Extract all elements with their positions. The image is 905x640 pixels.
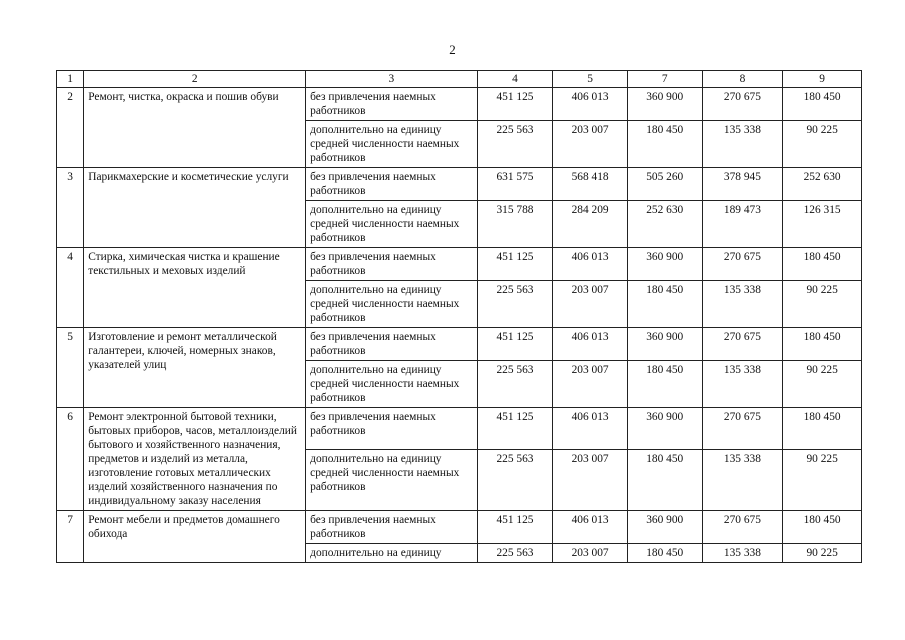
value-cell: 90 225	[783, 361, 862, 408]
value-cell: 225 563	[477, 121, 553, 168]
value-cell: 180 450	[783, 328, 862, 361]
value-cell: 180 450	[627, 544, 702, 563]
column-header: 7	[627, 71, 702, 88]
mode-label: дополнительно на единицу средней численности наемных работников	[306, 201, 477, 248]
column-header: 8	[702, 71, 783, 88]
value-cell: 180 450	[627, 361, 702, 408]
mode-label: дополнительно на единицу средней численности наемных работников	[306, 121, 477, 168]
value-cell: 180 450	[783, 511, 862, 544]
table-row	[57, 168, 862, 201]
row-number: 7	[57, 511, 84, 563]
value-cell: 225 563	[477, 450, 553, 511]
value-cell: 378 945	[702, 168, 783, 201]
mode-label: дополнительно на единицу средней численности наемных работников	[306, 281, 477, 328]
value-cell: 180 450	[783, 88, 862, 121]
table-row	[57, 328, 862, 361]
column-header: 3	[306, 71, 477, 88]
value-cell: 135 338	[702, 281, 783, 328]
page-number: 2	[449, 42, 456, 57]
value-cell: 180 450	[627, 281, 702, 328]
value-cell: 252 630	[783, 168, 862, 201]
value-cell: 180 450	[627, 450, 702, 511]
column-header: 9	[783, 71, 862, 88]
value-cell: 203 007	[553, 544, 628, 563]
value-cell: 451 125	[477, 88, 553, 121]
value-cell: 631 575	[477, 168, 553, 201]
mode-label: без привлечения наемных работников	[306, 408, 477, 450]
value-cell: 505 260	[627, 168, 702, 201]
tariff-table	[56, 70, 862, 563]
value-cell: 270 675	[702, 408, 783, 450]
value-cell: 284 209	[553, 201, 628, 248]
value-cell: 180 450	[627, 121, 702, 168]
row-number: 4	[57, 248, 84, 328]
value-cell: 189 473	[702, 201, 783, 248]
mode-label: без привлечения наемных работников	[306, 168, 477, 201]
value-cell: 406 013	[553, 408, 628, 450]
service-name: Стирка, химическая чистка и крашение текстильных и меховых изделий	[84, 248, 306, 328]
table-row	[57, 88, 862, 121]
row-number: 2	[57, 88, 84, 168]
value-cell: 360 900	[627, 511, 702, 544]
mode-label: дополнительно на единицу средней численности наемных работников	[306, 450, 477, 511]
service-name: Ремонт мебели и предметов домашнего обихода	[84, 511, 306, 563]
value-cell: 451 125	[477, 328, 553, 361]
value-cell: 126 315	[783, 201, 862, 248]
value-cell: 203 007	[553, 450, 628, 511]
table-row	[57, 408, 862, 450]
value-cell: 203 007	[553, 281, 628, 328]
value-cell: 203 007	[553, 361, 628, 408]
column-header: 4	[477, 71, 553, 88]
value-cell: 225 563	[477, 361, 553, 408]
row-number: 5	[57, 328, 84, 408]
value-cell: 315 788	[477, 201, 553, 248]
value-cell: 406 013	[553, 328, 628, 361]
column-number-row	[57, 71, 862, 88]
value-cell: 135 338	[702, 544, 783, 563]
value-cell: 451 125	[477, 408, 553, 450]
value-cell: 406 013	[553, 248, 628, 281]
value-cell: 135 338	[702, 121, 783, 168]
value-cell: 180 450	[783, 248, 862, 281]
value-cell: 360 900	[627, 328, 702, 361]
value-cell: 451 125	[477, 511, 553, 544]
column-header: 1	[57, 71, 84, 88]
table-row	[57, 511, 862, 544]
mode-label: дополнительно на единицу	[306, 544, 477, 563]
value-cell: 90 225	[783, 281, 862, 328]
value-cell: 252 630	[627, 201, 702, 248]
mode-label: без привлечения наемных работников	[306, 248, 477, 281]
service-name: Ремонт электронной бытовой техники, бытовых приборов, часов, металлоизделий бытового и хозяйственного назначения, предметов и изделий из металла, изготовление готовых металлических изделий хозяйственного назначения по индивидуальному заказу населения	[84, 408, 306, 511]
service-name: Ремонт, чистка, окраска и пошив обуви	[84, 88, 306, 168]
column-header: 5	[553, 71, 628, 88]
value-cell: 270 675	[702, 511, 783, 544]
value-cell: 451 125	[477, 248, 553, 281]
value-cell: 225 563	[477, 281, 553, 328]
row-number: 3	[57, 168, 84, 248]
mode-label: дополнительно на единицу средней численности наемных работников	[306, 361, 477, 408]
value-cell: 225 563	[477, 544, 553, 563]
value-cell: 270 675	[702, 328, 783, 361]
value-cell: 135 338	[702, 450, 783, 511]
value-cell: 406 013	[553, 88, 628, 121]
value-cell: 180 450	[783, 408, 862, 450]
value-cell: 360 900	[627, 248, 702, 281]
value-cell: 90 225	[783, 544, 862, 563]
table-body	[57, 88, 862, 563]
table-row	[57, 248, 862, 281]
service-name: Парикмахерские и косметические услуги	[84, 168, 306, 248]
value-cell: 270 675	[702, 88, 783, 121]
value-cell: 360 900	[627, 88, 702, 121]
row-number: 6	[57, 408, 84, 511]
value-cell: 90 225	[783, 121, 862, 168]
value-cell: 568 418	[553, 168, 628, 201]
column-header: 2	[84, 71, 306, 88]
value-cell: 406 013	[553, 511, 628, 544]
value-cell: 360 900	[627, 408, 702, 450]
mode-label: без привлечения наемных работников	[306, 328, 477, 361]
value-cell: 203 007	[553, 121, 628, 168]
mode-label: без привлечения наемных работников	[306, 511, 477, 544]
mode-label: без привлечения наемных работников	[306, 88, 477, 121]
value-cell: 270 675	[702, 248, 783, 281]
value-cell: 135 338	[702, 361, 783, 408]
service-name: Изготовление и ремонт металлической галантереи, ключей, номерных знаков, указателей улиц	[84, 328, 306, 408]
value-cell: 90 225	[783, 450, 862, 511]
